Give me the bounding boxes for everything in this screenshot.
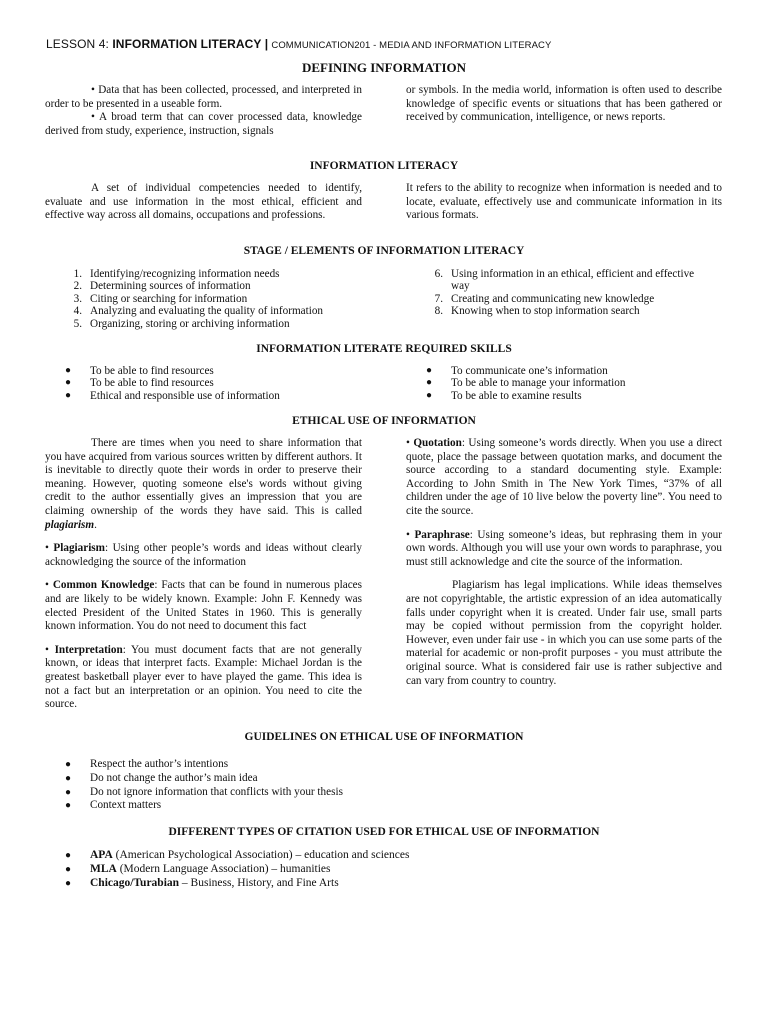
- heading-stages: STAGE / ELEMENTS OF INFORMATION LITERACY: [243, 245, 525, 257]
- heading-ethical-use: ETHICAL USE OF INFORMATION: [292, 415, 476, 427]
- guidelines-list: [45, 758, 445, 813]
- bullet-icon: ●: [65, 759, 72, 770]
- bullet-icon: ●: [65, 389, 72, 401]
- list-item: ● Chicago/Turabian – Business, History, and Fine Arts: [65, 876, 339, 889]
- bullet-icon: ●: [65, 772, 72, 784]
- heading-required-skills: INFORMATION LITERATE REQUIRED SKILLS: [256, 343, 512, 355]
- page-header: [46, 37, 746, 51]
- ethical-right-column: [406, 437, 722, 688]
- literacy-left-column: A set of individual competencies needed to identify, evaluate and use information in the most ethical, efficient and effective way across all domains, occupations and professions.: [45, 182, 362, 222]
- heading-defining-information: DEFINING INFORMATION: [301, 60, 467, 75]
- list-item: ● To be able to manage your information: [426, 377, 626, 390]
- stages-list-left: [45, 268, 375, 330]
- list-item: ● Context matters: [65, 799, 162, 812]
- list-item: ● MLA (Modern Language Association) – humanities: [65, 862, 331, 875]
- list-item: ● APA (American Psychological Association) – education and sciences: [65, 849, 410, 861]
- list-item: ● Do not ignore information that conflicts with your thesis: [65, 785, 343, 798]
- list-item: 4. Analyzing and evaluating the quality of information: [73, 305, 324, 318]
- list-item: ● To communicate one’s information: [426, 365, 608, 377]
- bullet-icon: ●: [65, 786, 72, 798]
- list-item: ● To be able to find resources: [65, 365, 214, 377]
- defining-paragraph-2: • A broad term that can cover processed data, knowledge derived from study, experience, instruction, signals: [45, 111, 362, 137]
- legal-implications: Plagiarism has legal implications. While ideas themselves are not copyrightable, the artistic expression of an idea automatically falls under copyright when it is created. Under fair use, small parts may be copied without permission from the copyright holder. However, even under fair use - in which you can use some parts of the material for academic or non-profit purposes - you must attribute the original source. What is considered fair use is rather subjective and can vary from country to country.: [406, 579, 722, 687]
- bullet-icon: ●: [65, 863, 72, 875]
- interpretation-definition: • Interpretation: You must document facts that are not generally known, or ideas that interpret facts. Example: Michael Jordan is the greatest basketball player ever to have played the game. This idea is not a fact but an interpretation or an opinion. You need to cite the source.: [45, 643, 362, 711]
- heading-citation-types: DIFFERENT TYPES OF CITATION USED FOR ETHICAL USE OF INFORMATION: [168, 826, 600, 838]
- list-item: 3. Citing or searching for information: [73, 292, 248, 305]
- list-item: 5. Organizing, storing or archiving information: [73, 317, 290, 330]
- list-item: ● To be able to find resources: [65, 377, 214, 390]
- bullet-icon: ●: [65, 877, 72, 889]
- bullet-icon: ●: [426, 365, 433, 376]
- ethical-intro: There are times when you need to share information that you have acquired from various sources written by different authors. It is inevitable to directly quote their words in order to preserve their meaning. However, quoting someone else's words without giving credit to the author essentially gives an impression that you are claiming ownership of the words they have said. This is called plagiarism.: [45, 437, 362, 531]
- bullet-icon: ●: [426, 377, 433, 389]
- ethical-left-column: [45, 437, 362, 722]
- course-name: COMMUNICATION201 - MEDIA AND INFORMATION LITERACY: [271, 40, 552, 51]
- list-item: 1. Identifying/recognizing information needs: [73, 268, 280, 280]
- bullet-icon: ●: [65, 850, 72, 861]
- stages-list-right: [406, 268, 706, 318]
- heading-information-literacy: INFORMATION LITERACY: [309, 160, 459, 172]
- quotation-definition: • Quotation: Using someone’s words directly. When you use a direct quote, place the passage between quotation marks, and document the source according to a standard documenting style. Example: According to John Smith in The New York Times, “37% of all children under the age of 10 live below the poverty line”. You need to cite the source.: [406, 437, 722, 517]
- lesson-title: INFORMATION LITERACY |: [112, 37, 269, 51]
- heading-guidelines: GUIDELINES ON ETHICAL USE OF INFORMATION: [244, 731, 524, 743]
- list-item: 7. Creating and communicating new knowledge: [434, 292, 655, 305]
- bullet-icon: ●: [65, 365, 72, 376]
- citations-list: [45, 849, 545, 890]
- literacy-right-column: It refers to the ability to recognize when information is needed and to locate, evaluate, effectively use and communicate information in its various formats.: [406, 182, 722, 222]
- bullet-icon: ●: [65, 377, 72, 389]
- list-item: 8. Knowing when to stop information search: [434, 305, 640, 318]
- bullet-icon: ●: [426, 389, 433, 401]
- list-item: 6. Using information in an ethical, efficient and effective way: [434, 268, 695, 293]
- defining-right-column: or symbols. In the media world, information is often used to describe knowledge of specific events or situations that has been gathered or received by communication, intelligence, or news reports.: [406, 84, 722, 124]
- plagiarism-definition: • Plagiarism: Using other people’s words and ideas without clearly acknowledging the source of the information: [45, 542, 363, 568]
- paraphrase-definition: • Paraphrase: Using someone’s ideas, but rephrasing them in your own words. Although you will use your own words to paraphrase, you must still acknowledge and cite the source of the information.: [406, 528, 722, 568]
- common-knowledge-definition: • Common Knowledge: Facts that can be found in numerous places and are likely to be widely known. Example: John F. Kennedy was elected President of the United States in 1960. This is generally known information. You do not need to document this fact: [45, 579, 362, 633]
- bullet-icon: ●: [65, 800, 72, 812]
- list-item: 2. Determining sources of information: [73, 280, 251, 293]
- list-item: ● Do not change the author’s main idea: [65, 771, 258, 784]
- list-item: ● To be able to examine results: [426, 389, 582, 402]
- defining-paragraph-1: • Data that has been collected, processed, and interpreted in order to be presented in a useable form.: [45, 84, 362, 110]
- defining-left-column: [45, 84, 362, 138]
- plagiarism-term: plagiarism: [45, 518, 95, 531]
- list-item: ● Ethical and responsible use of information: [65, 389, 280, 402]
- skills-list-right: [406, 365, 706, 402]
- skills-list-left: [45, 365, 375, 402]
- lesson-prefix: LESSON 4:: [46, 37, 113, 51]
- list-item: ● Respect the author’s intentions: [65, 758, 229, 770]
